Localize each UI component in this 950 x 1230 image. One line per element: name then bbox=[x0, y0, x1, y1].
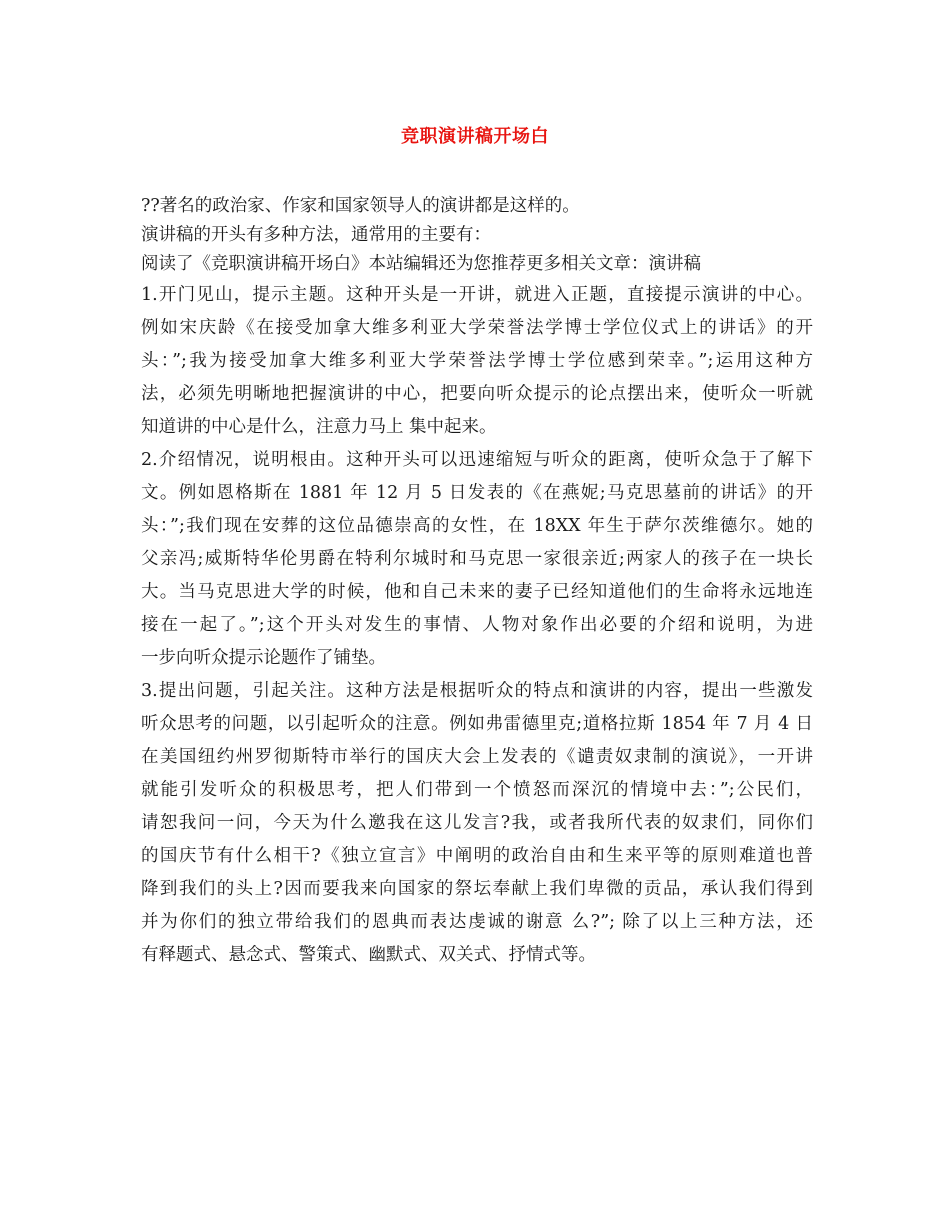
text-line: 接在一起了。”;这个开头对发生的事情、人物对象作出必要的介绍和说明，为进 bbox=[141, 615, 813, 635]
text-line: 3.提出问题，引起关注。这种方法是根据听众的特点和演讲的内容，提出一些激发 bbox=[141, 681, 813, 701]
text-line: 大。当马克思进大学的时候，他和自己未来的妻子已经知道他们的生命将永远地连 bbox=[141, 582, 813, 602]
document-body bbox=[141, 192, 813, 972]
text-line: 头：”;我为接受加拿大维多利亚大学荣誉法学博士学位感到荣幸。”;运用这种方 bbox=[141, 351, 813, 371]
document-title: 竞职演讲稿开场白 bbox=[401, 126, 549, 147]
text-line: 头：”;我们现在安葬的这位品德崇高的女性，在 18XX 年生于萨尔茨维德尔。她的 bbox=[141, 516, 813, 536]
text-line: 听众思考的问题，以引起听众的注意。例如弗雷德里克;道格拉斯 1854 年 7 月 4 日 bbox=[141, 714, 813, 734]
text-line: 文。例如恩格斯在 1881 年 12 月 5 日发表的《在燕妮;马克思墓前的讲话》的开 bbox=[141, 483, 813, 503]
text-line: ??著名的政治家、作家和国家领导人的演讲都是这样的。 bbox=[141, 196, 580, 216]
text-line: 并为你们的独立带给我们的恩典而表达虔诚的谢意 么?”; 除了以上三种方法，还 bbox=[141, 912, 813, 932]
text-line: 的国庆节有什么相干?《独立宣言》中阐明的政治自由和生来平等的原则难道也普 bbox=[141, 846, 813, 866]
text-line: 知道讲的中心是什么，注意力马上 集中起来。 bbox=[141, 417, 497, 437]
text-line: 就能引发听众的积极思考，把人们带到一个愤怒而深沉的情境中去：”;公民们， bbox=[141, 780, 813, 800]
text-line: 降到我们的头上?因而要我来向国家的祭坛奉献上我们卑微的贡品，承认我们得到 bbox=[141, 879, 813, 899]
text-line: 阅读了《竞职演讲稿开场白》本站编辑还为您推荐更多相关文章：演讲稿 bbox=[141, 254, 701, 274]
text-line: 父亲冯;威斯特华伦男爵在特利尔城时和马克思一家很亲近;两家人的孩子在一块长 bbox=[141, 549, 813, 569]
text-line: 法，必须先明晰地把握演讲的中心，把要向听众提示的论点摆出来，使听众一听就 bbox=[141, 384, 813, 404]
text-line: 请恕我问一问，今天为什么邀我在这儿发言?我，或者我所代表的奴隶们，同你们 bbox=[141, 813, 813, 833]
text-line: 演讲稿的开头有多种方法，通常用的主要有： bbox=[141, 225, 491, 245]
text-line: 1.开门见山，提示主题。这种开头是一开讲，就进入正题，直接提示演讲的中心。 bbox=[141, 285, 813, 305]
text-line: 有释题式、悬念式、警策式、幽默式、双关式、抒情式等。 bbox=[141, 945, 596, 965]
text-line: 2.介绍情况，说明根由。这种开头可以迅速缩短与听众的距离，使听众急于了解下 bbox=[141, 450, 813, 470]
text-line: 一步向听众提示论题作了铺垫。 bbox=[141, 648, 386, 668]
text-line: 在美国纽约州罗彻斯特市举行的国庆大会上发表的《谴责奴隶制的演说》，一开讲 bbox=[141, 747, 813, 767]
text-line: 例如宋庆龄《在接受加拿大维多利亚大学荣誉法学博士学位仪式上的讲话》的开 bbox=[141, 318, 813, 338]
